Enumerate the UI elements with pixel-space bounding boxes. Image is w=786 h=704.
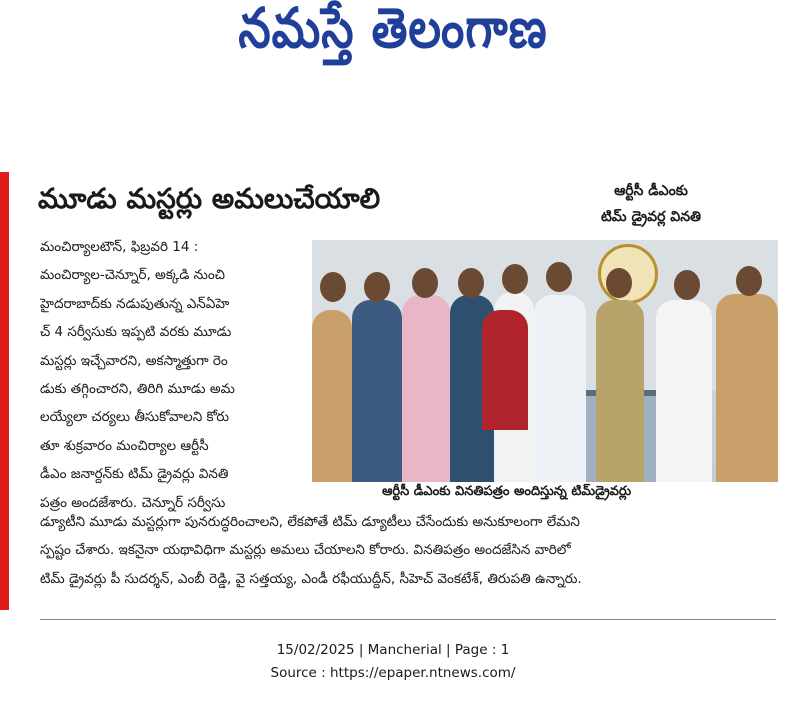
article-body-full xyxy=(40,508,764,593)
body-line: డ్యూటీని మూడు మస్టర్లుగా పునరుద్ధరించాలని, లేకపోతే టిమ్ డ్యూటీలు చేసేందుకు అనుకూలంగా లేమని xyxy=(40,514,580,530)
person-figure xyxy=(716,294,778,482)
news-photo xyxy=(312,240,778,482)
person-figure xyxy=(656,300,712,482)
body-line: తూ శుక్రవారం మంచిర్యాల ఆర్టీసీ xyxy=(40,437,209,454)
body-line: టిమ్ డ్రైవర్లు పీ సుదర్శన్, ఎంబీ రెడ్డి, వై సత్తయ్య, ఎండీ రఫీయుద్దీన్, సీహెచ్ వెంకటేశ్, తిరుపతి ఉన్నారు. xyxy=(40,570,582,587)
body-line: లయ్యేలా చర్యలు తీసుకోవాలని కోరు xyxy=(40,409,230,426)
person-head xyxy=(320,272,346,302)
body-line: డుకు తగ్గించారని, తిరిగి మూడు అమ xyxy=(40,381,235,398)
body-line: చ్ 4 సర్వీసుకు ఇప్పటి వరకు మూడు xyxy=(40,324,232,341)
person-head xyxy=(364,272,390,302)
footer-divider xyxy=(40,619,776,620)
subhead-line: టిమ్ డ్రైవర్ల వినతి xyxy=(600,209,702,225)
person-head xyxy=(674,270,700,300)
footer-source[interactable]: Source : https://epaper.ntnews.com/ xyxy=(270,665,516,681)
person-head xyxy=(606,268,632,298)
accent-bar xyxy=(0,172,9,610)
body-line: డీఎం జనార్దన్‌కు టిమ్ డ్రైవర్లు వినతి xyxy=(40,466,229,483)
person-figure xyxy=(312,310,352,482)
person-figure xyxy=(534,295,586,482)
article-body-column xyxy=(40,233,302,517)
masthead-logo: నమస్తే తెలంగాణ xyxy=(238,0,548,61)
person-head xyxy=(546,262,572,292)
person-head xyxy=(412,268,438,298)
person-figure xyxy=(402,295,450,482)
body-line: హైదరాబాద్‌కు నడుపుతున్న ఎన్‌ఏహె xyxy=(40,295,230,312)
body-line: మంచిర్యాలటౌన్, ఫిబ్రవరి 14 : xyxy=(40,239,199,255)
person-figure xyxy=(352,300,402,482)
person-figure xyxy=(482,310,528,430)
body-line: మస్టర్లు ఇచ్చేవారని, అకస్మాత్తుగా రెం xyxy=(40,352,228,369)
body-line: మంచిర్యాల-చెన్నూర్, అక్కడి నుంచి xyxy=(40,267,226,284)
body-line: స్పష్టం చేశారు. ఇకనైనా యథావిధిగా మస్టర్లు అమలు చేయాలని కోరారు. వినతిపత్రం అందజేసిన వారిలో xyxy=(40,542,571,559)
article-subhead xyxy=(556,178,746,230)
person-figure xyxy=(596,300,644,482)
subhead-line: ఆర్టీసీ డీఎంకు xyxy=(614,183,688,199)
photo-caption: ఆర్టీసీ డీఎంకు వినతిపత్రం అందిస్తున్న టిమ్‌డ్రైవర్లు xyxy=(382,484,632,499)
article-headline: మూడు మస్టర్లు అమలుచేయాలి xyxy=(38,182,381,215)
footer-date-edition: 15/02/2025 | Mancherial | Page : 1 xyxy=(276,642,510,658)
person-head xyxy=(502,264,528,294)
person-head xyxy=(458,268,484,298)
body-line: పత్రం అందజేశారు. చెన్నూర్ సర్వీసు xyxy=(40,494,226,511)
person-head xyxy=(736,266,762,296)
